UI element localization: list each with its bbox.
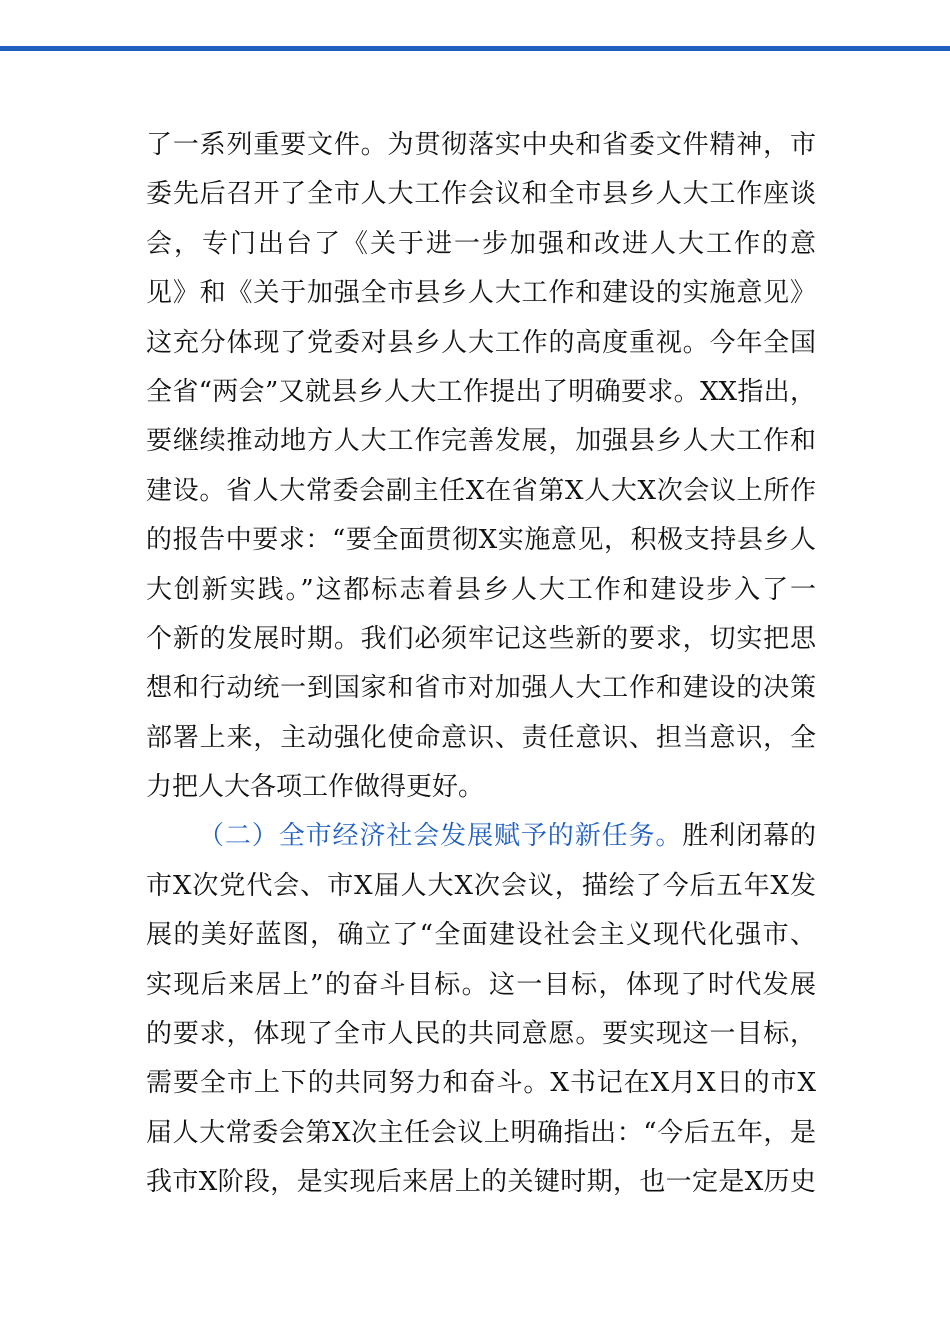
text-line: 展的美好蓝图，确立了“全面建设社会主义现代化强市、 — [146, 920, 816, 951]
paragraph-1 — [146, 121, 816, 812]
text-line: 会，专门出台了《关于进一步加强和改进人大工作的意 — [146, 228, 816, 259]
header-rule — [0, 46, 950, 51]
section-heading-line — [146, 812, 816, 861]
text-line: 需要全市上下的共同努力和奋斗。X书记在X月X日的市X — [146, 1068, 816, 1099]
text-line: 全省“两会”又就县乡人大工作提出了明确要求。XX指出， — [146, 376, 816, 407]
text-line: 届人大常委会第X次主任会议上明确指出：“今后五年，是 — [146, 1117, 816, 1148]
text-line: 了一系列重要文件。为贯彻落实中央和省委文件精神，市 — [146, 130, 816, 160]
paragraph-2 — [146, 812, 816, 1207]
text-line: 市X次党代会、市X届人大X次会议，描绘了今后五年X发 — [146, 870, 816, 901]
text-line: 想和行动统一到国家和省市对加强人大工作和建设的决策 — [146, 673, 816, 704]
document-body — [146, 121, 816, 1208]
heading-line-text: 胜利闭幕的 — [682, 821, 816, 852]
text-line: 实现后来居上”的奋斗目标。这一目标，体现了时代发展 — [146, 969, 816, 1000]
text-line: 大创新实践。”这都标志着县乡人大工作和建设步入了一 — [146, 574, 816, 605]
text-line: 力把人大各项工作做得更好。 — [146, 772, 485, 803]
text-line: 我市X阶段，是实现后来居上的关键时期，也一定是X历史 — [146, 1167, 816, 1198]
text-line: 要继续推动地方人大工作完善发展，加强县乡人大工作和 — [146, 426, 816, 457]
text-line: 的要求，体现了全市人民的共同意愿。要实现这一目标， — [146, 1019, 816, 1050]
text-line: 见》和《关于加强全市县乡人大工作和建设的实施意见》 — [146, 278, 816, 309]
text-line: 个新的发展时期。我们必须牢记这些新的要求，切实把思 — [146, 623, 816, 654]
text-line: 的报告中要求：“要全面贯彻X实施意见，积极支持县乡人 — [146, 525, 816, 556]
section-heading: （二）全市经济社会发展赋予的新任务。 — [198, 821, 683, 852]
text-line: 委先后召开了全市人大工作会议和全市县乡人大工作座谈 — [146, 179, 816, 210]
text-line: 部署上来，主动强化使命意识、责任意识、担当意识，全 — [146, 722, 816, 753]
text-line: 建设。省人大常委会副主任X在省第X人大X次会议上所作 — [146, 475, 816, 506]
text-line: 这充分体现了党委对县乡人大工作的高度重视。今年全国 — [146, 327, 816, 358]
